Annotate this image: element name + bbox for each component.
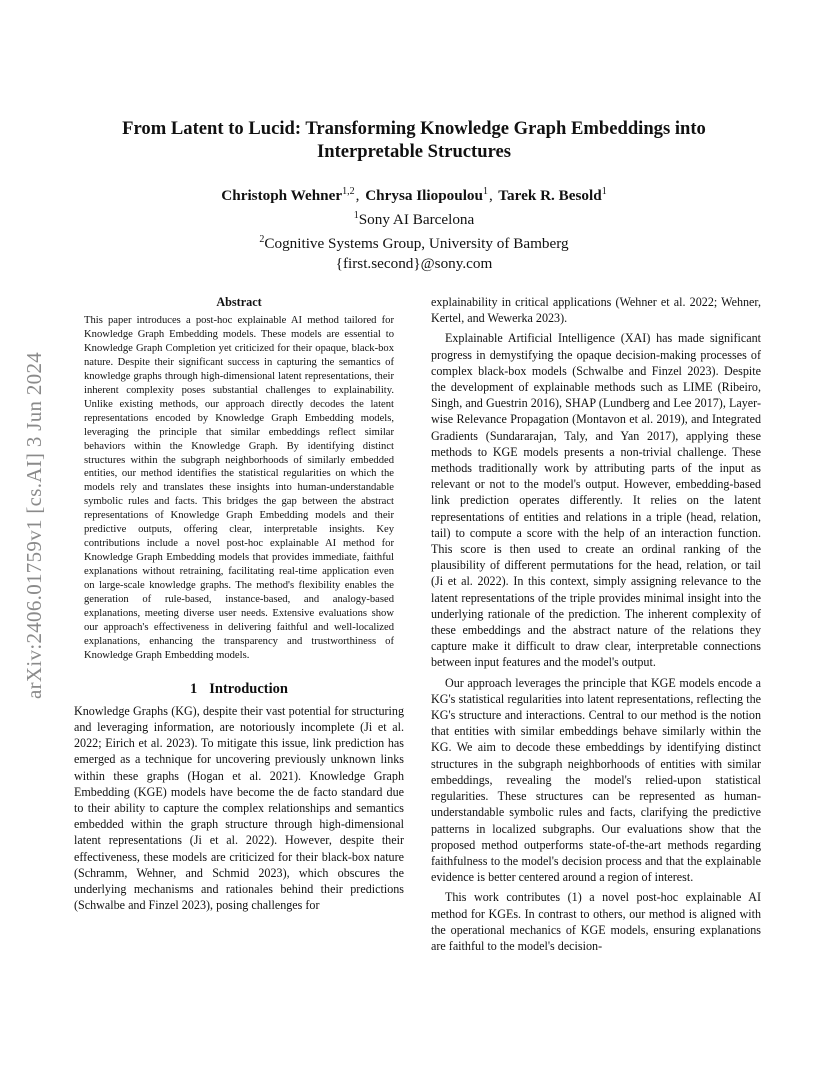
right-column: [431, 294, 761, 954]
intro-paragraph: Explainable Artificial Intelligence (XAI) has made significant progress in demystifying the opaque decision-making processes of complex black-box models (Schwalbe and Finzel 2023). Despite the development of explainable methods such as LIME (Ribeiro, Singh, and Guestrin 2016), SHAP (Lundberg and Lee 2017), Layer-wise Relevance Propagation (Montavon et al. 2019), and Integrated Gradients (Sundararajan, Taly, and Yan 2017), applying these methods to KGE models presents a non-trivial challenge. These methods traditionally work by attributing parts of the input as relevant or not to the model's output. However, embedding-based link prediction operates differently. It relies on the latent representations of entities and relations in a triple (head, relation, tail) to compute a score with the help of an interaction function. This score is then used to create an ordinal ranking of the plausibility of different permutations for the head, relation, or tail (Ji et al. 2022). In this context, simply assigning relevance to the latent representations of the triple provides minimal insight into the underlying rationale of the prediction. The inherent complexity of these embeddings and the abstract nature of the relations they capture make it difficult to draw clear, interpretable connections between input features and the model's output.: [431, 331, 761, 670]
author-email: {first.second}@sony.com: [335, 255, 493, 273]
title-line-2: Interpretable Structures: [317, 141, 511, 162]
arxiv-identifier: arXiv:2406.01759v1 [cs.AI] 3 Jun 2024: [22, 351, 46, 699]
paper-header: [74, 117, 754, 274]
affiliation-mark: 1: [353, 210, 359, 222]
affiliation: [74, 206, 754, 230]
section-heading: [74, 680, 404, 698]
intro-paragraph: Our approach leverages the principle that KGE models encode a KG's statistical regularities into latent representations, reflecting the KG's structure and interactions. Central to our method is the notion that entities with similar embeddings behave similarly within the KG. We aim to decode these embeddings by identifying distinct structures in the subgraph neighborhoods of entities with similar embeddings, revealing the model's relied-upon statistical regularities. These structures can be represented as human-understandable symbolic rules and facts, clarifying the predictive patterns in localized subgraphs. Our evaluations show that the proposed method outperforms state-of-the-art methods regarding faithfulness to the model's decision process and that the explainable evidence is better centered around a region of interest.: [431, 675, 761, 885]
author-name: Christoph Wehner: [221, 187, 343, 205]
left-column: [74, 294, 404, 913]
affiliation-mark: 2: [259, 234, 265, 246]
affiliation: [74, 230, 754, 254]
affiliation-text: Sony AI Barcelona: [358, 211, 475, 229]
intro-paragraph: Knowledge Graphs (KG), despite their vast potential for structuring and leveraging information, are notoriously incomplete (Ji et al. 2022; Eirich et al. 2023). To mitigate this issue, link prediction has emerged as a technique for uncovering previously unknown links within these graphs (Hogan et al. 2021). Knowledge Graph Embedding (KGE) models have become the de facto standard due to their ability to capture the complex relationships and semantics embedded within the graph structure through high-dimensional latent representations (Ji et al. 2022). However, despite their effectiveness, these models are criticized for their black-box nature (Schramm, Wehner, and Schmid 2023), which obscures the underlying mechanisms and rationales behind their predictions (Schwalbe and Finzel 2023), posing challenges for: [74, 703, 404, 913]
author-list: Christoph Wehner$^{1,2}$, Chrysa Iliopoulou$^1$, Tarek R. Besold$^1$: [221, 186, 607, 205]
author-affiliation-mark: 1: [482, 186, 488, 197]
intro-paragraph-continued: explainability in critical applications (Wehner et al. 2022; Wehner, Kertel, and Wewerka 2023).: [431, 295, 761, 326]
abstract-text: This paper introduces a post-hoc explainable AI method tailored for Knowledge Graph Embedding models. These models are essential to Knowledge Graph Completion yet criticized for their opaque, black-box nature. Despite their significant success in capturing the semantics of knowledge graphs through high-dimensional latent representations, their inherent complexity poses substantial challenges to explainability. Unlike existing methods, our approach directly decodes the latent representations encoded by Knowledge Graph Embedding models, leveraging the principle that similar embeddings reflect similar behaviors within the Knowledge Graph. By identifying distinct structures within the subgraph neighborhoods of similarly embedded entities, our method identifies the statistical regularities on which the models rely and translates these insights into human-understandable symbolic rules and facts. This bridges the gap between the abstract representations of Knowledge Graph Embedding models and their predictive outputs, offering clear, interpretable insights. Key contributions include a novel post-hoc explainable AI method for Knowledge Graph Embedding models that provides immediate, faithful explanations without retraining, facilitating real-time application even on large-scale knowledge graphs. The method's flexibility enables the generation of rule-based, instance-based, and analogy-based explanations, meeting diverse user needs. Extensive evaluations show our approach's effectiveness in delivering faithful and well-localized explanations, enhancing the transparency and trustworthiness of Knowledge Graph Embedding models.: [84, 315, 394, 661]
affiliation-text: Cognitive Systems Group, University of Bamberg: [264, 235, 569, 253]
author-name: Chrysa Iliopoulou: [365, 187, 483, 205]
section-number: 1: [190, 680, 198, 697]
paper-title: [74, 117, 754, 163]
title-line-1: From Latent to Lucid: Transforming Knowledge Graph Embeddings into: [122, 118, 706, 139]
author-affiliation-mark: 1: [601, 186, 607, 197]
section-title: Introduction: [209, 680, 288, 697]
abstract-heading: Abstract: [216, 295, 262, 309]
author-affiliation-mark: 1,2: [342, 186, 355, 197]
author-name: Tarek R. Besold: [498, 187, 602, 205]
intro-paragraph: This work contributes (1) a novel post-hoc explainable AI method for KGEs. In contrast to others, our method is aligned with the operational mechanics of KGE models, ensuring explanations are faithful to the model's decision-: [431, 890, 761, 953]
